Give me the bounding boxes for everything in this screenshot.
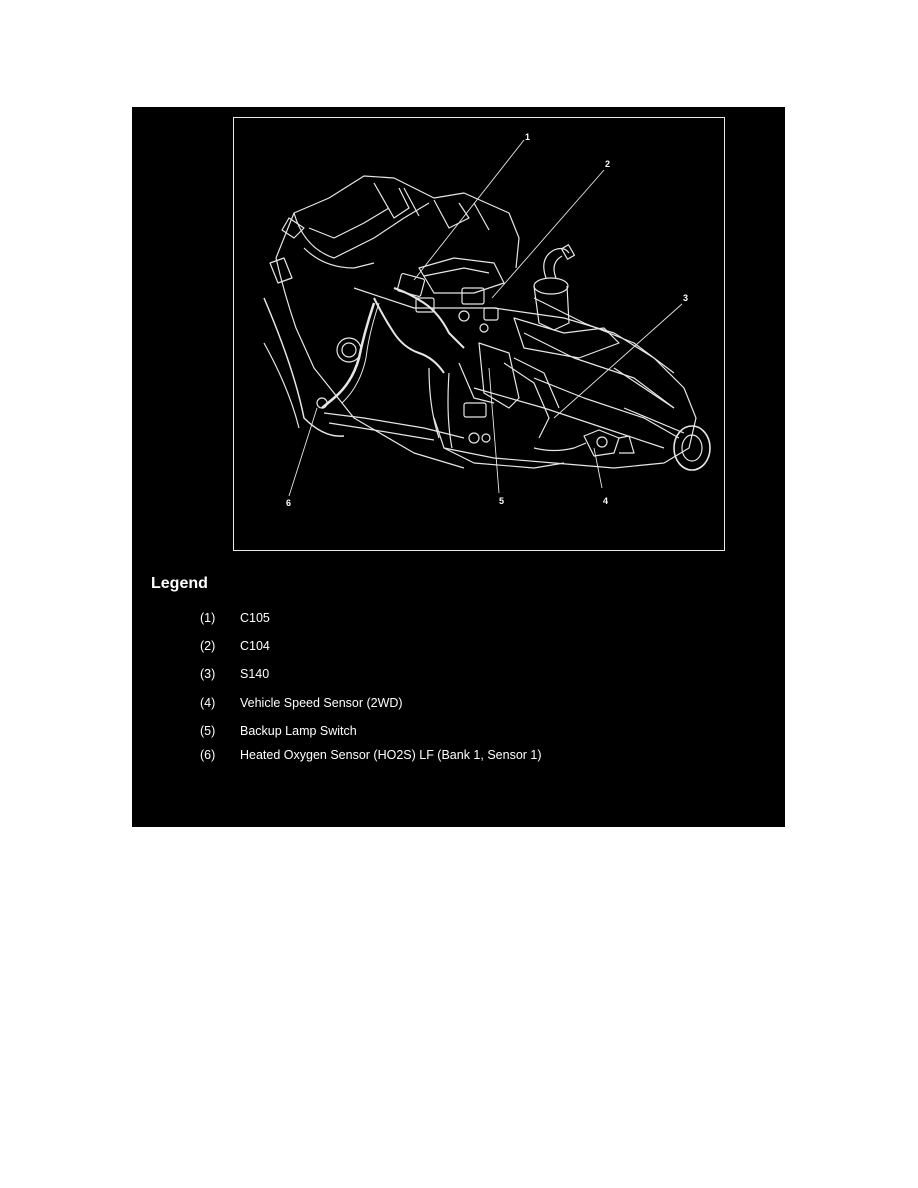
callout-1: 1	[525, 132, 531, 142]
legend-item-number: (4)	[200, 696, 216, 710]
legend-item-label: Backup Lamp Switch	[240, 724, 357, 738]
callout-5: 5	[499, 496, 505, 506]
legend-item-number: (5)	[200, 724, 216, 738]
callout-3: 3	[683, 293, 689, 303]
legend-item-label: Heated Oxygen Sensor (HO2S) LF (Bank 1, Sensor 1)	[240, 748, 542, 762]
transmission-illustration-frame	[233, 117, 725, 551]
legend-item-label: C104	[240, 639, 270, 653]
legend-item-number: (2)	[200, 639, 216, 653]
callout-6: 6	[286, 498, 292, 508]
legend-item-label: C105	[240, 611, 270, 625]
callout-2: 2	[605, 159, 611, 169]
legend-item-number: (3)	[200, 667, 216, 681]
transmission-illustration	[234, 118, 723, 549]
diagram-panel	[132, 107, 785, 827]
legend-item-label: S140	[240, 667, 270, 681]
legend-item-number: (6)	[200, 748, 216, 762]
legend-title: Legend	[151, 575, 208, 592]
legend-item-label: Vehicle Speed Sensor (2WD)	[240, 696, 403, 710]
legend-item-number: (1)	[200, 611, 216, 625]
callout-4: 4	[603, 496, 609, 506]
